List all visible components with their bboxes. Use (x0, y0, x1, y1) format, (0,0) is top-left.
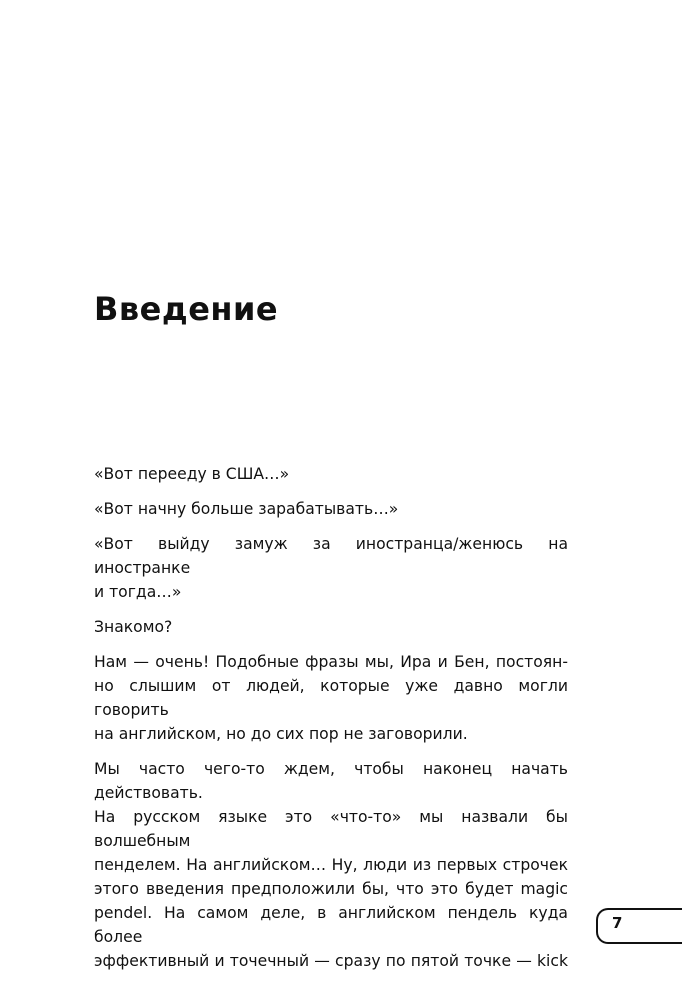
text-line: Мы часто чего-то ждем, чтобы наконец начать действовать. (94, 760, 568, 802)
chapter-title: Введение (94, 290, 279, 328)
paragraph (94, 532, 568, 604)
text-line: Нам — очень! Подобные фразы мы, Ира и Бен, постоян- (94, 653, 568, 671)
paragraph (94, 615, 568, 639)
text-line: и тогда…» (94, 583, 182, 601)
page-number-frame (596, 908, 682, 944)
paragraph (94, 462, 568, 486)
text-line: pendel. На самом деле, в английском пендель куда более (94, 904, 568, 946)
page-number: 7 (612, 914, 623, 932)
paragraph (94, 497, 568, 521)
text-line: на английском, но до сих пор не заговорили. (94, 725, 468, 743)
text-line: эффективный и точечный — сразу по пятой точке — kick (94, 952, 568, 970)
text-line: этого введения предположили бы, что это будет magic (94, 880, 568, 898)
text-line: На русском языке это «что-то» мы назвали бы волшебным (94, 808, 568, 850)
text-line: но слышим от людей, которые уже давно могли говорить (94, 677, 568, 719)
text-line: «Вот начну больше зарабатывать…» (94, 500, 399, 518)
text-line: Знакомо? (94, 618, 173, 636)
paragraph (94, 757, 568, 973)
paragraph (94, 650, 568, 746)
text-line: «Вот выйду замуж за иностранца/женюсь на иностранке (94, 535, 568, 577)
text-line: «Вот перееду в США…» (94, 465, 290, 483)
body-text (94, 462, 568, 984)
text-line: пенделем. На английском… Ну, люди из первых строчек (94, 856, 568, 874)
